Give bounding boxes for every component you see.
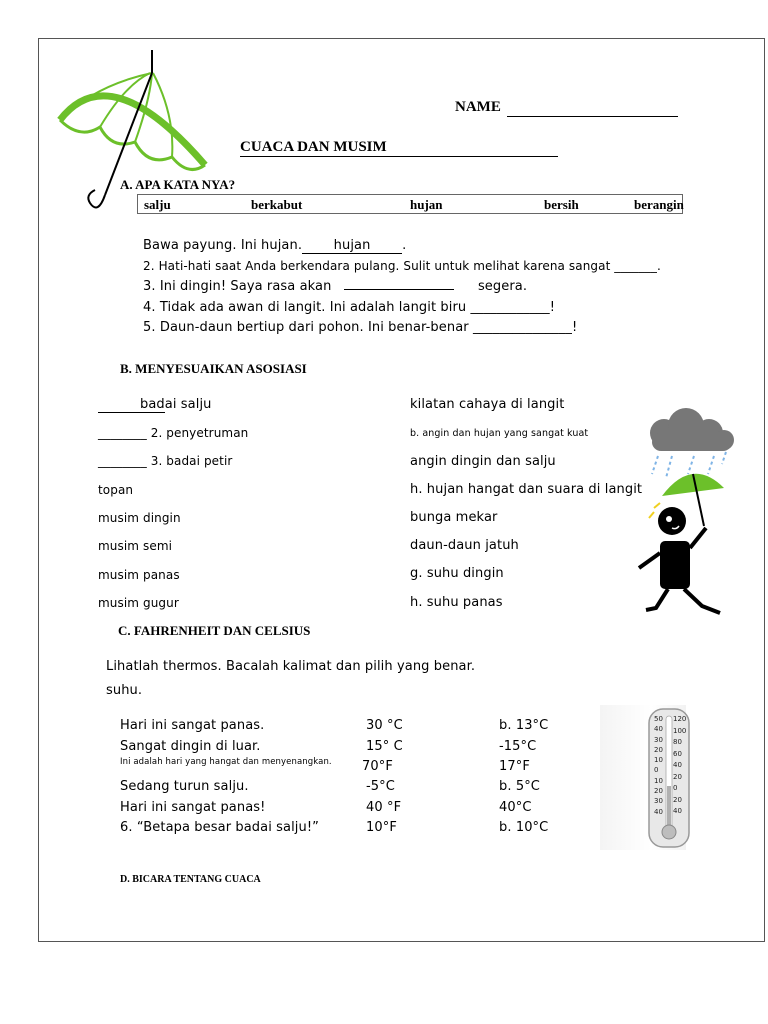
temp-option-a-4[interactable]: -5°C: [366, 779, 395, 794]
section-c-instruction-1: Lihatlah thermos. Bacalah kalimat dan pilih yang benar.: [106, 659, 476, 674]
scale-tick-label: 40: [673, 807, 682, 815]
section-a-heading: A. APA KATA NYA?: [120, 177, 236, 192]
match-right-5: bunga mekar: [410, 510, 498, 525]
section-c-heading: C. FAHRENHEIT DAN CELSIUS: [118, 623, 311, 638]
match-right-1: kilatan cahaya di langit: [410, 397, 565, 412]
word-bank-item: berkabut: [251, 197, 303, 212]
word-bank: [137, 194, 683, 214]
match-left-4: topan: [98, 483, 134, 497]
answer-b1[interactable]: bad: [98, 397, 165, 413]
word-bank-item: bersih: [544, 197, 579, 212]
temp-option-b-2[interactable]: -15°C: [499, 739, 537, 754]
answer-a3[interactable]: [344, 288, 454, 290]
match-left-5: musim dingin: [98, 511, 181, 525]
match-left-3: ________ 3. badai petir: [98, 454, 233, 468]
name-field[interactable]: [507, 116, 678, 117]
temp-option-b-1[interactable]: b. 13°C: [499, 718, 549, 733]
match-left-1: badai salju: [98, 397, 212, 413]
celsius-scale: [654, 714, 668, 817]
match-left-8: musim gugur: [98, 596, 179, 610]
word-bank-item: berangin: [634, 197, 684, 212]
scale-tick-label: 40: [654, 725, 663, 734]
match-right-8: h. suhu panas: [410, 595, 503, 610]
answer-a1[interactable]: hujan: [302, 238, 402, 254]
scale-tick-label: 20: [673, 795, 682, 804]
temp-sentence-6: 6. “Betapa besar badai salju!”: [120, 820, 319, 835]
scale-tick-label: 60: [673, 749, 682, 758]
scale-tick-label: 10: [654, 756, 663, 765]
rain-walker-icon: [634, 408, 744, 623]
question-a5: 5. Daun-daun bertiup dari pohon. Ini benar-benar _______________!: [143, 320, 578, 335]
question-a2: 2. Hati-hati saat Anda berkendara pulang. Sulit untuk melihat karena sangat _______.: [143, 259, 661, 273]
match-left-2: ________ 2. penyetruman: [98, 426, 249, 440]
word-bank-item: hujan: [410, 197, 443, 212]
section-b-heading: B. MENYESUAIKAN ASOSIASI: [120, 361, 307, 376]
temp-option-a-2[interactable]: 15° C: [366, 739, 403, 754]
question-a1: Bawa payung. Ini hujan. hujan .: [143, 238, 407, 253]
scale-tick-label: 20: [654, 787, 663, 796]
scale-tick-label: 20: [654, 745, 663, 754]
temp-sentence-2: Sangat dingin di luar.: [120, 739, 261, 754]
scale-tick-label: 80: [673, 738, 682, 746]
temp-option-a-6[interactable]: 10°F: [366, 820, 397, 835]
fahrenheit-scale: [673, 714, 689, 818]
name-label: NAME: [455, 99, 501, 115]
match-right-7: g. suhu dingin: [410, 566, 504, 581]
section-c-instruction-2: suhu.: [106, 683, 143, 698]
scale-tick-label: 10: [654, 776, 663, 785]
temp-sentence-3: Ini adalah hari yang hangat dan menyenangkan.: [120, 757, 332, 767]
temp-sentence-1: Hari ini sangat panas.: [120, 718, 265, 733]
word-bank-item: salju: [144, 197, 171, 212]
scale-tick-label: 40: [673, 761, 682, 769]
temp-option-a-1[interactable]: 30 °C: [366, 718, 403, 733]
scale-tick-label: 30: [654, 797, 663, 806]
title-underline: [240, 156, 558, 157]
temp-option-b-5[interactable]: 40°C: [499, 800, 532, 815]
temp-sentence-4: Sedang turun salju.: [120, 779, 249, 794]
temp-option-a-3[interactable]: 70°F: [362, 759, 393, 774]
match-right-4: h. hujan hangat dan suara di langit: [410, 482, 643, 497]
scale-tick-label: 30: [654, 735, 663, 744]
temp-option-b-4[interactable]: b. 5°C: [499, 779, 540, 794]
match-right-2: b. angin dan hujan yang sangat kuat: [410, 428, 589, 439]
temp-sentence-5: Hari ini sangat panas!: [120, 800, 266, 815]
scale-tick-label: 0: [654, 766, 659, 775]
scale-tick-label: 120: [673, 715, 687, 723]
page-title: CUACA DAN MUSIM: [240, 139, 387, 155]
section-d-heading: D. BICARA TENTANG CUACA: [120, 874, 261, 885]
scale-tick-label: 0: [673, 784, 678, 792]
question-a3: 3. Ini dingin! Saya rasa akan segera.: [143, 279, 528, 294]
match-right-6: daun-daun jatuh: [410, 538, 519, 553]
temp-option-a-5[interactable]: 40 °F: [366, 800, 402, 815]
scale-tick-label: 40: [654, 807, 663, 816]
temp-option-b-3[interactable]: 17°F: [499, 759, 530, 774]
scale-tick-label: 20: [673, 772, 682, 781]
match-right-3: angin dingin dan salju: [410, 454, 556, 469]
scale-tick-label: 100: [673, 726, 687, 735]
match-left-7: musim panas: [98, 568, 180, 582]
match-left-6: musim semi: [98, 539, 173, 553]
question-a4: 4. Tidak ada awan di langit. Ini adalah langit biru ____________!: [143, 300, 556, 315]
temp-option-b-6[interactable]: b. 10°C: [499, 820, 549, 835]
scale-tick-label: 50: [654, 715, 663, 723]
